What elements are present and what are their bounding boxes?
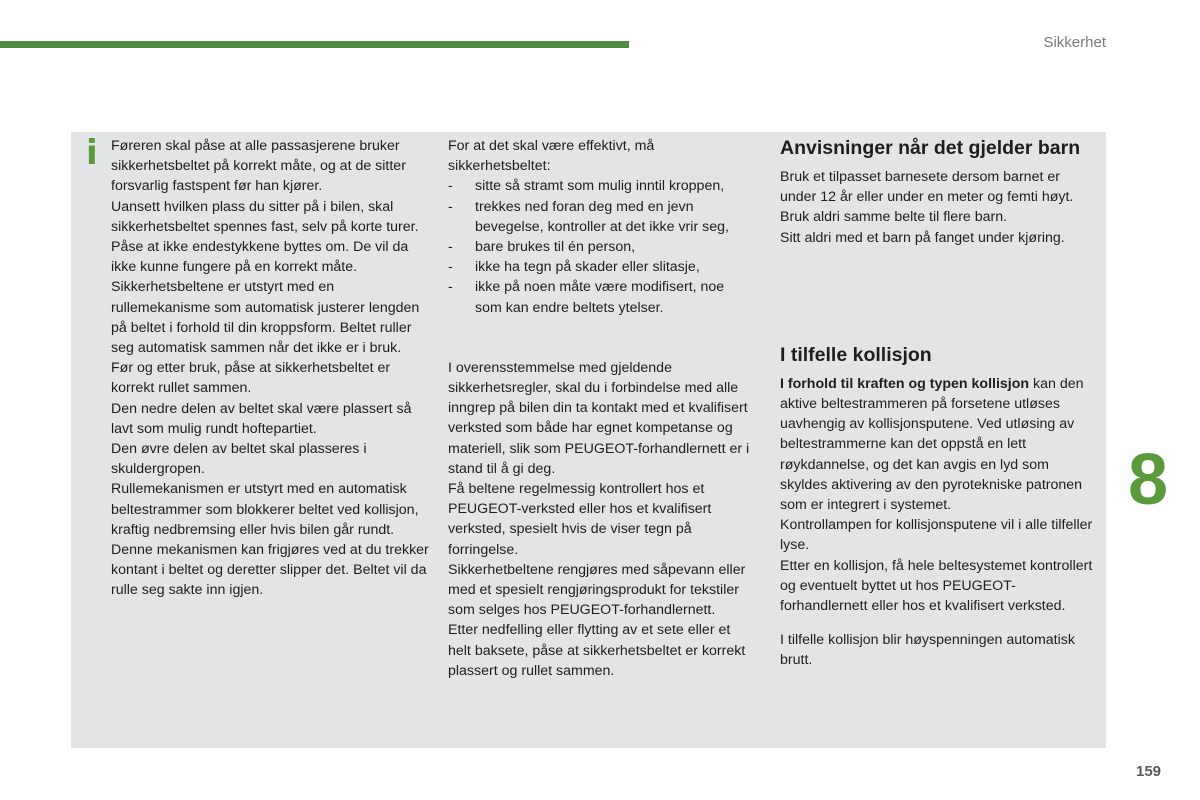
paragraph: Etter nedfelling eller flytting av et sete eller et helt baksete, påse at sikkerhetsbeltet er korrekt plassert og rullet sammen. xyxy=(448,622,746,679)
paragraph-text: kan den aktive beltestrammeren på forsetene utløses uavhengig av kollisjonsputene. Ved utløsing av beltestrammerne kan det oppstå en lett røykdannelse, og det kan avgis en lyd som skyldes aktivering av den pyrotekniske patronen som er integrert i systemet. xyxy=(780,375,1084,514)
paragraph xyxy=(780,374,1098,515)
header-accent-bar xyxy=(0,41,629,48)
paragraph: Sikkerhetsbeltene er utstyrt med en rullemekanisme som automatisk justerer lengden på beltet i forhold til din kroppsform. Beltet ruller seg automatisk sammen når det ikke er i bruk. xyxy=(111,279,420,357)
paragraph: Bruk aldri samme belte til flere barn. xyxy=(780,209,1008,226)
column-seatbelt-effectiveness xyxy=(448,136,753,681)
column-children-and-collision xyxy=(780,136,1098,671)
requirements-list xyxy=(448,176,753,317)
paragraph: Sitt aldri med et barn på fanget under kjøring. xyxy=(780,229,1065,246)
paragraph: Rullemekanismen er utstyrt med en automatisk beltestrammer som blokkerer beltet ved kollisjon, kraftig nedbremsing eller hvis bilen går rundt. Denne mekanismen kan frigjøres ved at du trekker kontant i beltet og deretter slipper det. Beltet vil da rulle seg sakte inn igjen. xyxy=(111,481,429,599)
section-title: Sikkerhet xyxy=(1043,34,1106,51)
paragraph: Den nedre delen av beltet skal være plassert så lavt som mulig rundt hoftepartiet. xyxy=(111,400,412,437)
paragraph: Sikkerhetbeltene rengjøres med såpevann eller med et spesielt rengjøringsprodukt for tekstiler som selges hos PEUGEOT-forhandlernett. xyxy=(448,561,746,619)
info-icon: i xyxy=(86,133,98,173)
chapter-number: 8 xyxy=(1128,440,1169,520)
list-intro: For at det skal være effektivt, må sikkerhetsbeltet: xyxy=(448,138,655,175)
list-item: - ikke på noen måte være modifisert, noe som kan endre beltets ytelser. xyxy=(448,277,753,317)
paragraph: Etter en kollisjon, få hele beltesystemet kontrollert og eventuelt byttet ut hos PEUGEOT-forhandlernett eller hos et kvalifisert verksted. xyxy=(780,557,1093,615)
paragraph: Før og etter bruk, påse at sikkerhetsbeltet er korrekt rullet sammen. xyxy=(111,360,391,397)
column-seatbelt-usage xyxy=(111,136,431,601)
paragraph: Påse at ikke endestykkene byttes om. De vil da ikke kunne fungere på en korrekt måte. xyxy=(111,239,409,276)
list-item: - bare brukes til én person, xyxy=(448,237,753,257)
paragraph: Kontrollampen for kollisjonsputene vil i alle tilfeller lyse. xyxy=(780,517,1093,554)
list-item: - ikke ha tegn på skader eller slitasje, xyxy=(448,257,753,277)
paragraph: Den øvre delen av beltet skal plasseres i skuldergropen. xyxy=(111,441,367,478)
paragraph: Få beltene regelmessig kontrollert hos et PEUGEOT-verksted eller hos et kvalifisert verksted, spesielt hvis de viser tegn på forringelse. xyxy=(448,481,712,558)
paragraph: I overensstemmelse med gjeldende sikkerhetsregler, skal du i forbindelse med alle inngrep på bilen din ta kontakt med et kvalifisert verksted som både har egnet kompetanse og materiell, slik som PEUGEOT-forhandlernett er i stand til å gi deg. xyxy=(448,359,750,477)
list-item: - trekkes ned foran deg med en jevn bevegelse, kontroller at det ikke vrir seg, xyxy=(448,197,753,237)
page-number: 159 xyxy=(1136,763,1162,780)
paragraph: Uansett hvilken plass du sitter på i bilen, skal sikkerhetsbeltet spennes fast, selv på korte turer. xyxy=(111,198,419,235)
paragraph: Føreren skal påse at alle passasjerene bruker sikkerhetsbeltet på korrekt måte, og at de sitter forsvarlig fastspent før han kjører. xyxy=(111,138,406,195)
list-item: - sitte så stramt som mulig inntil kroppen, xyxy=(448,176,753,196)
paragraph: Bruk et tilpasset barnesete dersom barnet er under 12 år eller under en meter og femti høyt. xyxy=(780,169,1074,206)
emphasis-text: I forhold til kraften og typen kollisjon xyxy=(780,375,1030,392)
spacer xyxy=(780,248,1098,343)
spacer xyxy=(448,318,753,358)
paragraph: I tilfelle kollisjon blir høyspenningen automatisk brutt. xyxy=(780,632,1075,669)
spacer xyxy=(780,616,1098,630)
heading-children: Anvisninger når det gjelder barn xyxy=(780,137,1081,159)
heading-collision: I tilfelle kollisjon xyxy=(780,343,932,366)
